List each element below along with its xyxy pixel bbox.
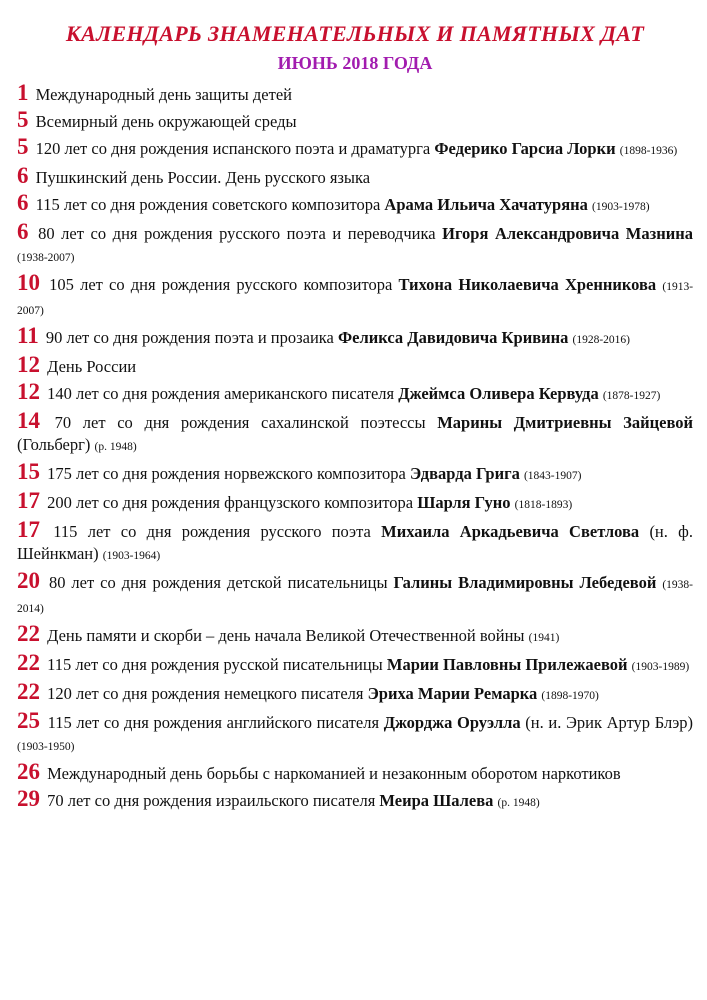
entry-person-name: Джорджа Оруэлла bbox=[383, 713, 521, 732]
entry-text: День России bbox=[47, 357, 137, 376]
date-entry bbox=[17, 623, 693, 649]
date-entry bbox=[17, 652, 693, 678]
date-entry bbox=[17, 788, 693, 814]
entry-text: День памяти и скорби – день начала Великой Отечественной войны bbox=[47, 626, 529, 645]
entry-day-number: 6 bbox=[17, 190, 29, 215]
entry-day-number: 10 bbox=[17, 270, 40, 295]
date-entry bbox=[17, 272, 693, 322]
entry-text: 115 лет со дня рождения русского поэта bbox=[53, 522, 382, 541]
entry-person-name: Меира Шалева bbox=[379, 791, 494, 810]
entry-day-number: 17 bbox=[17, 517, 40, 542]
entry-years: (1928-2016) bbox=[572, 334, 631, 346]
entry-text: 175 лет со дня рождения норвежского композитора bbox=[47, 464, 410, 483]
entry-day-number: 12 bbox=[17, 352, 40, 377]
entry-person-name: Феликса Давидовича Кривина bbox=[338, 328, 569, 347]
entry-years: (1903-1989) bbox=[631, 661, 690, 673]
date-entry bbox=[17, 192, 693, 218]
entry-years: (1818-1893) bbox=[514, 499, 573, 511]
entry-day-number: 22 bbox=[17, 650, 40, 675]
entry-person-name: Арама Ильича Хачатуряна bbox=[384, 195, 588, 214]
entry-years: (р. 1948) bbox=[497, 797, 540, 809]
entry-person-name: Галины Владимировны Лебедевой bbox=[393, 573, 657, 592]
entry-years: (1913-2007) bbox=[17, 281, 694, 317]
entry-years: (1898-1970) bbox=[541, 690, 599, 702]
entry-day-number: 14 bbox=[17, 408, 40, 433]
entry-text: 115 лет со дня рождения русской писательницы bbox=[47, 655, 387, 674]
date-entry bbox=[17, 109, 693, 133]
entry-day-number: 6 bbox=[17, 163, 29, 188]
date-entry bbox=[17, 136, 693, 162]
date-entry bbox=[17, 519, 693, 567]
entry-person-name: Михаила Аркадьевича Светлова bbox=[381, 522, 640, 541]
entry-years: (1898-1936) bbox=[619, 145, 678, 157]
entry-day-number: 1 bbox=[17, 80, 29, 105]
entry-text: 90 лет со дня рождения поэта и прозаика bbox=[45, 328, 338, 347]
entry-day-number: 22 bbox=[17, 679, 40, 704]
entry-text: 70 лет со дня рождения сахалинской поэтессы bbox=[54, 413, 438, 432]
entry-text: 115 лет со дня рождения советского композитора bbox=[35, 195, 385, 214]
date-list bbox=[17, 82, 693, 814]
date-entry bbox=[17, 82, 693, 106]
entry-years: (1903-1964) bbox=[102, 550, 161, 562]
date-entry bbox=[17, 570, 693, 620]
entry-text: Всемирный день окружающей среды bbox=[35, 112, 297, 131]
entry-day-number: 11 bbox=[17, 323, 39, 348]
date-entry bbox=[17, 381, 693, 407]
entry-text: 120 лет со дня рождения немецкого писателя bbox=[47, 684, 368, 703]
date-entry bbox=[17, 761, 693, 785]
date-entry bbox=[17, 354, 693, 378]
entry-person-name: Эриха Марии Ремарка bbox=[367, 684, 538, 703]
entry-note: (н. ф. Шейнкман) bbox=[17, 522, 693, 563]
entry-person-name: Тихона Николаевича Хренникова bbox=[398, 275, 657, 294]
entry-day-number: 5 bbox=[17, 107, 29, 132]
entry-day-number: 12 bbox=[17, 379, 40, 404]
date-entry bbox=[17, 165, 693, 189]
entry-years: (1938-2014) bbox=[17, 579, 693, 615]
entry-text: Международный день борьбы с наркоманией и незаконным оборотом наркотиков bbox=[47, 764, 621, 783]
entry-person-name: Игоря Александровича Мазнина bbox=[442, 224, 694, 243]
entry-day-number: 25 bbox=[17, 708, 40, 733]
entry-person-name: Федерико Гарсиа Лорки bbox=[434, 139, 616, 158]
entry-text: 140 лет со дня рождения американского писателя bbox=[47, 384, 399, 403]
entry-person-name: Шарля Гуно bbox=[417, 493, 511, 512]
entry-day-number: 5 bbox=[17, 134, 29, 159]
entry-years: (1938-2007) bbox=[17, 252, 75, 264]
entry-person-name: Марины Дмитриевны Зайцевой bbox=[437, 413, 694, 432]
entry-years: (1878-1927) bbox=[602, 390, 661, 402]
entry-years: (1843-1907) bbox=[523, 470, 582, 482]
entry-text: 70 лет со дня рождения израильского писателя bbox=[47, 791, 380, 810]
date-entry bbox=[17, 221, 693, 269]
entry-day-number: 29 bbox=[17, 786, 40, 811]
entry-years: (1941) bbox=[528, 632, 560, 644]
entry-person-name: Джеймса Оливера Кервуда bbox=[398, 384, 599, 403]
entry-text: 105 лет со дня рождения русского композитора bbox=[49, 275, 399, 294]
entry-note: (Гольберг) bbox=[17, 435, 95, 454]
entry-day-number: 20 bbox=[17, 568, 40, 593]
entry-person-name: Марии Павловны Прилежаевой bbox=[386, 655, 628, 674]
entry-years: (р. 1948) bbox=[94, 441, 137, 453]
date-entry bbox=[17, 461, 693, 487]
entry-text: Международный день защиты детей bbox=[35, 85, 292, 104]
entry-note: (н. и. Эрик Артур Блэр) bbox=[520, 713, 694, 732]
date-entry bbox=[17, 710, 693, 758]
entry-text: 80 лет со дня рождения русского поэта и переводчика bbox=[38, 224, 443, 243]
entry-day-number: 17 bbox=[17, 488, 40, 513]
entry-day-number: 6 bbox=[17, 219, 29, 244]
entry-person-name: Эдварда Грига bbox=[409, 464, 520, 483]
entry-day-number: 26 bbox=[17, 759, 40, 784]
month-subtitle: ИЮНЬ 2018 ГОДА bbox=[277, 53, 433, 73]
entry-years: (1903-1978) bbox=[592, 201, 650, 213]
date-entry bbox=[17, 325, 693, 351]
date-entry bbox=[17, 410, 693, 458]
entry-day-number: 22 bbox=[17, 621, 40, 646]
entry-text: 120 лет со дня рождения испанского поэта и драматурга bbox=[35, 139, 435, 158]
date-entry bbox=[17, 490, 693, 516]
entry-text: Пушкинский день России. День русского языка bbox=[35, 168, 371, 187]
date-entry bbox=[17, 681, 693, 707]
page-title: КАЛЕНДАРЬ ЗНАМЕНАТЕЛЬНЫХ И ПАМЯТНЫХ ДАТ bbox=[65, 21, 645, 46]
entry-text: 200 лет со дня рождения французского композитора bbox=[47, 493, 418, 512]
entry-text: 80 лет со дня рождения детской писательницы bbox=[48, 573, 394, 592]
entry-years: (1903-1950) bbox=[17, 741, 75, 753]
entry-day-number: 15 bbox=[17, 459, 40, 484]
entry-text: 115 лет со дня рождения английского писателя bbox=[47, 713, 384, 732]
